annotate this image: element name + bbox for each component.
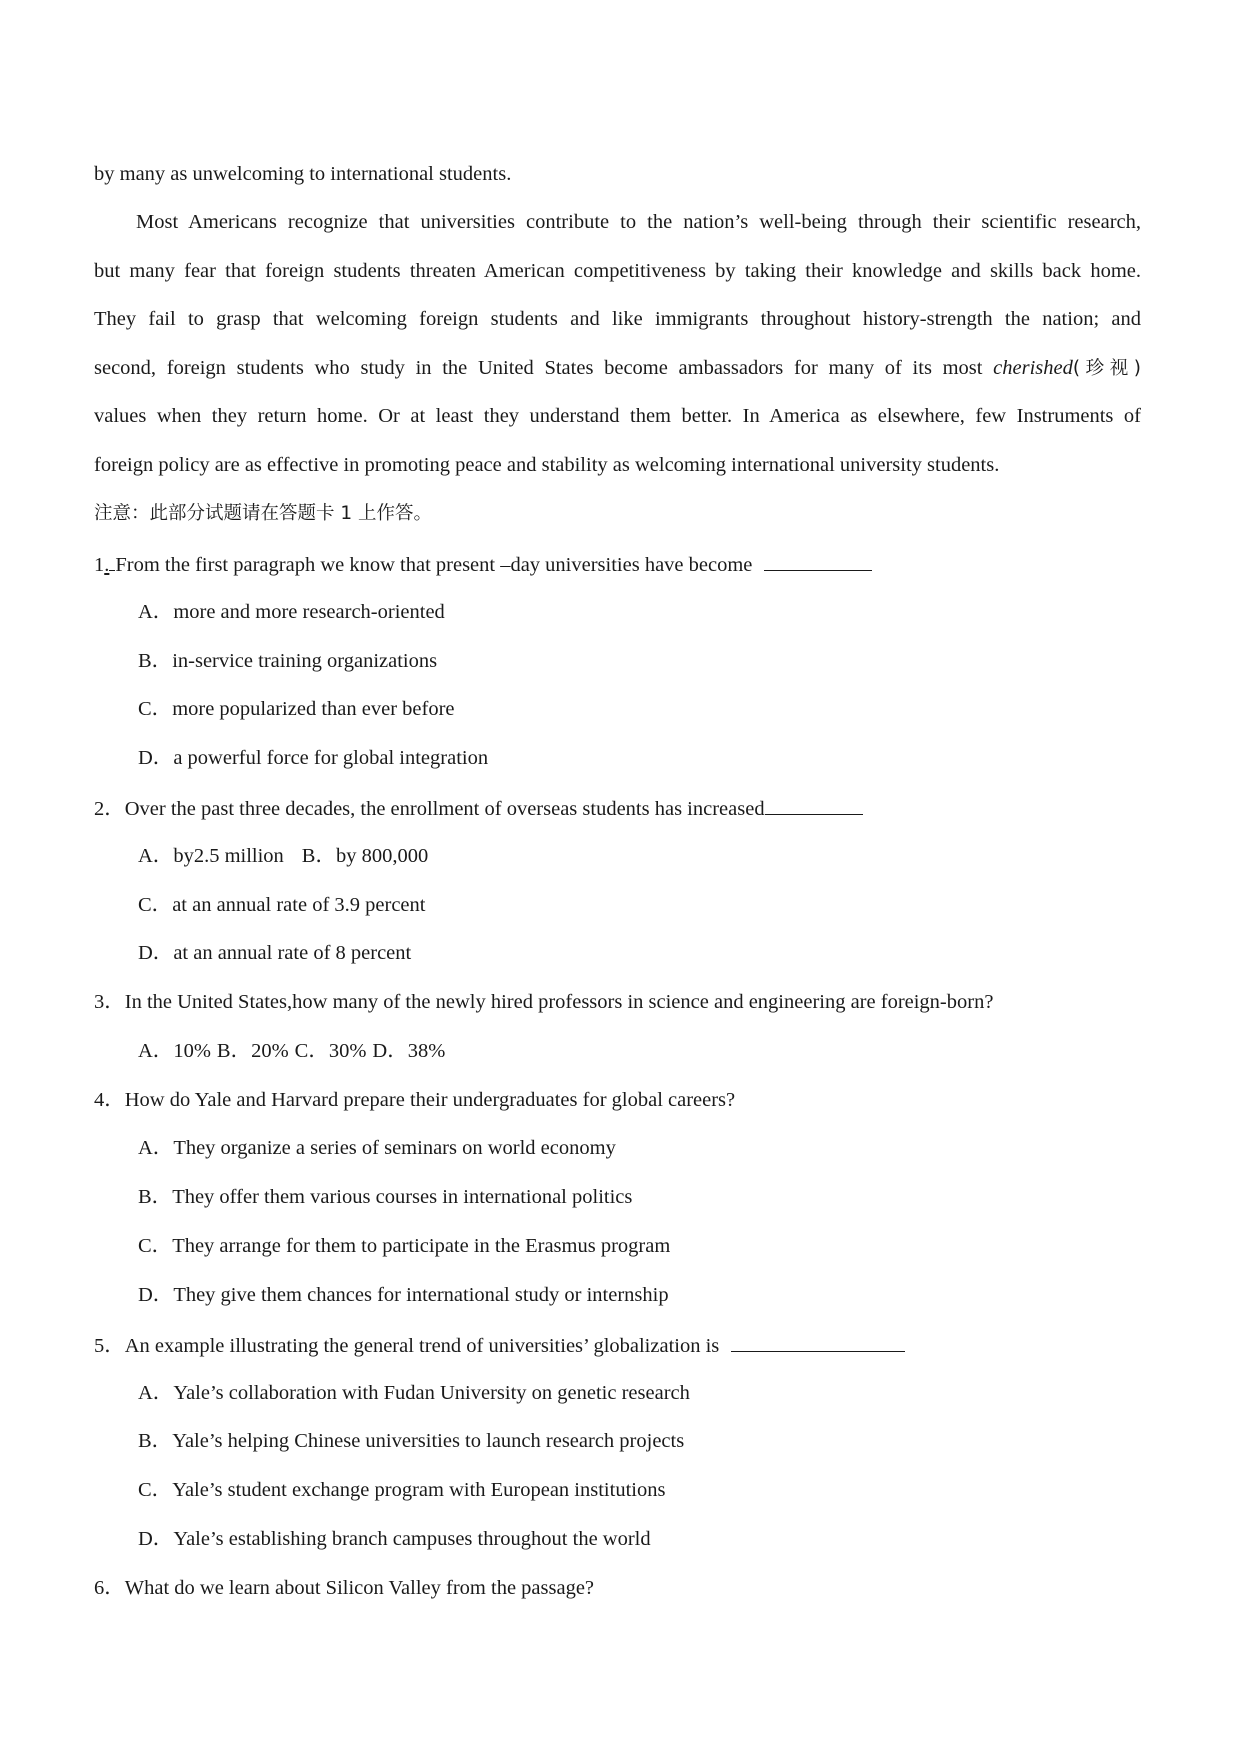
option-4a: A．They organize a series of seminars on world economy xyxy=(138,1137,616,1159)
option-5b: B．Yale’s helping Chinese universities to launch research projects xyxy=(138,1430,685,1452)
question-text: In the United States,how many of the newly hired professors in science and engineering are foreign-born? xyxy=(124,991,994,1013)
option-2d: D．at an annual rate of 8 percent xyxy=(138,942,412,964)
question-number: 3． xyxy=(94,991,125,1013)
question-1 xyxy=(94,551,872,577)
question-3 xyxy=(94,990,993,1014)
question-text: From the first paragraph we know that present –day universities have become xyxy=(115,554,753,576)
option-5a: A．Yale’s collaboration with Fudan University on genetic research xyxy=(138,1382,690,1404)
question-number: 1. xyxy=(94,554,115,576)
question-4 xyxy=(94,1088,735,1112)
instruction-note: 注意：此部分试题请在答题卡 1 上作答。 xyxy=(94,503,433,524)
question-number: 2． xyxy=(94,798,125,820)
italic-word: cherished xyxy=(993,357,1073,379)
question-2 xyxy=(94,795,863,821)
question-text: What do we learn about Silicon Valley from the passage? xyxy=(124,1577,595,1599)
option-1d: D．a powerful force for global integration xyxy=(138,747,489,769)
passage-line: Most Americans recognize that universities contribute to the nation’s well-being through their scientific research, xyxy=(136,211,1141,233)
option-3: A．10% B．20% C．30% D．38% xyxy=(138,1040,446,1062)
question-number: 6． xyxy=(94,1577,125,1599)
chinese-gloss: (珍视) xyxy=(1072,358,1141,379)
option-5c: C．Yale’s student exchange program with European institutions xyxy=(138,1479,666,1501)
passage-text: second, foreign students who study in the United States become ambassadors for many of its most xyxy=(94,357,994,379)
question-text: How do Yale and Harvard prepare their undergraduates for global careers? xyxy=(124,1089,736,1111)
option-1c: C．more popularized than ever before xyxy=(138,698,455,720)
passage-line: but many fear that foreign students threaten American competitiveness by taking their knowledge and skills back home. xyxy=(94,260,1141,282)
passage-line: They fail to grasp that welcoming foreign students and like immigrants throughout history-strength the nation; and xyxy=(94,308,1141,330)
passage-line: by many as unwelcoming to international students. xyxy=(94,163,512,185)
option-4d: D．They give them chances for international study or internship xyxy=(138,1284,669,1306)
answer-blank xyxy=(765,795,863,815)
option-2ab: A．by2.5 million B．by 800,000 xyxy=(138,845,429,867)
passage-line: values when they return home. Or at least they understand them better. In America as elsewhere, few Instruments of xyxy=(94,405,1141,427)
question-text: Over the past three decades, the enrollment of overseas students has increased xyxy=(124,798,765,820)
question-6 xyxy=(94,1576,594,1600)
option-1a: A．more and more research-oriented xyxy=(138,601,445,623)
question-number: 5． xyxy=(94,1335,125,1357)
passage-line xyxy=(94,356,1141,381)
question-text: An example illustrating the general trend of universities’ globalization is xyxy=(124,1335,720,1357)
passage-line: foreign policy are as effective in promoting peace and stability as welcoming international university students. xyxy=(94,454,1000,476)
option-4b: B．They offer them various courses in international politics xyxy=(138,1186,633,1208)
question-5 xyxy=(94,1332,905,1358)
option-5d: D．Yale’s establishing branch campuses throughout the world xyxy=(138,1528,651,1550)
option-1b: B．in-service training organizations xyxy=(138,650,438,672)
question-number: 4． xyxy=(94,1089,125,1111)
option-4c: C．They arrange for them to participate in the Erasmus program xyxy=(138,1235,671,1257)
answer-blank xyxy=(764,551,872,571)
answer-blank xyxy=(731,1332,905,1352)
option-2c: C．at an annual rate of 3.9 percent xyxy=(138,894,426,916)
